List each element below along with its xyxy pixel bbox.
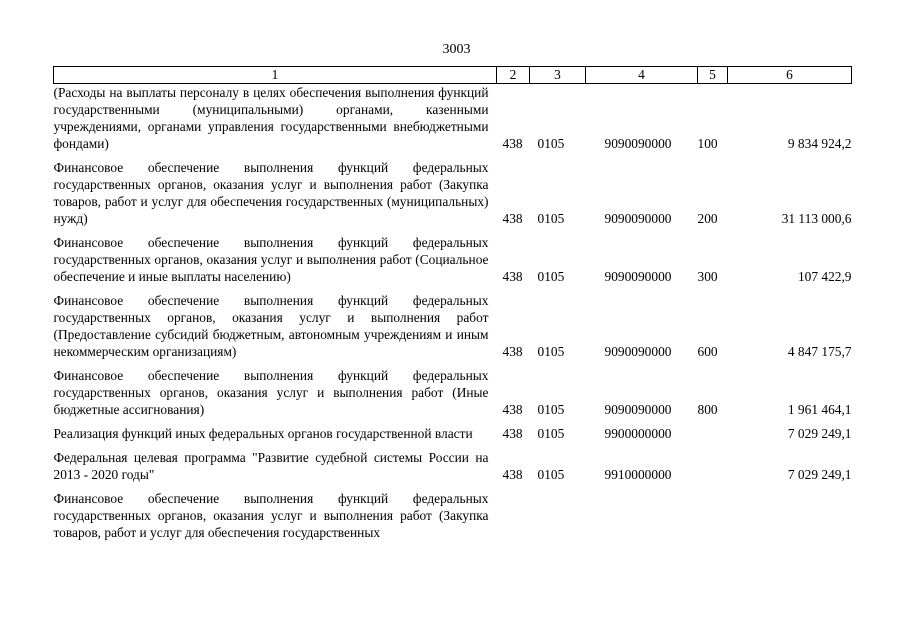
row-amount	[728, 490, 852, 541]
row-target-code: 9090090000	[604, 136, 672, 151]
row-gap-cell	[54, 152, 852, 159]
row-expense-type: 800	[697, 402, 718, 417]
row-section-code: 0105	[537, 211, 565, 226]
row-target-code: 9090090000	[604, 211, 672, 226]
row-ministry-code	[497, 490, 530, 541]
table-row	[54, 159, 852, 227]
row-amount: 107 422,9	[797, 269, 852, 284]
row-description: Финансовое обеспечение выполнения функций федеральных государственных органов, оказания услуг и выполнения работ (Предоставление субсидий бюджетным, автономным учреждениям и иным некоммерческим организациям)	[53, 293, 489, 359]
row-ministry-code: 438	[502, 211, 523, 226]
header-col-6: 6	[728, 67, 852, 84]
row-ministry-code: 438	[502, 402, 523, 417]
row-amount: 9 834 924,2	[787, 136, 852, 151]
row-gap	[54, 483, 852, 490]
table-body	[54, 84, 852, 542]
budget-table	[53, 66, 852, 541]
row-expense-type	[698, 425, 728, 442]
header-col-1: 1	[54, 67, 497, 84]
row-section-code: 0105	[537, 426, 565, 441]
row-section-code: 0105	[537, 402, 565, 417]
row-target-code	[586, 490, 698, 541]
row-gap-cell	[54, 227, 852, 234]
table-row	[54, 490, 852, 541]
row-gap	[54, 285, 852, 292]
row-description: Финансовое обеспечение выполнения функций федеральных государственных органов, оказания услуг и выполнения работ (Иные бюджетные ассигнования)	[53, 368, 489, 417]
row-ministry-code: 438	[502, 344, 523, 359]
page-number: 3003	[442, 42, 471, 57]
row-section-code: 0105	[537, 136, 565, 151]
row-gap-cell	[54, 483, 852, 490]
row-target-code: 9910000000	[604, 467, 672, 482]
row-description: Реализация функций иных федеральных органов государственной власти	[53, 426, 473, 441]
row-gap-cell	[54, 360, 852, 367]
row-amount: 7 029 249,1	[787, 426, 852, 441]
row-section-code: 0105	[537, 344, 565, 359]
row-ministry-code: 438	[502, 426, 523, 441]
table-header	[54, 67, 852, 84]
row-description: Финансовое обеспечение выполнения функций федеральных государственных органов, оказания услуг и выполнения работ (Закупка товаров, работ и услуг для обеспечения государственных	[53, 491, 489, 540]
row-description: (Расходы на выплаты персоналу в целях обеспечения выполнения функций государственными (муниципальными) органами, казенными учреждениями, органами управления государственными внебюджетными фондами)	[53, 85, 489, 151]
row-expense-type	[698, 449, 728, 483]
table-row	[54, 449, 852, 483]
row-expense-type	[698, 490, 728, 541]
table-row	[54, 425, 852, 442]
row-description: Финансовое обеспечение выполнения функций федеральных государственных органов, оказания услуг и выполнения работ (Социальное обеспечение и иные выплаты населению)	[53, 235, 489, 284]
row-amount: 4 847 175,7	[787, 344, 852, 359]
row-target-code: 9090090000	[604, 269, 672, 284]
row-target-code: 9090090000	[604, 344, 672, 359]
header-col-5: 5	[698, 67, 728, 84]
row-gap	[54, 442, 852, 449]
row-expense-type: 100	[697, 136, 718, 151]
row-description: Федеральная целевая программа "Развитие судебной системы России на 2013 - 2020 годы"	[53, 450, 489, 482]
row-ministry-code: 438	[502, 269, 523, 284]
table-row	[54, 292, 852, 360]
row-description: Финансовое обеспечение выполнения функций федеральных государственных органов, оказания услуг и выполнения работ (Закупка товаров, работ и услуг для обеспечения государственных (муниципальных) нужд)	[53, 160, 489, 226]
row-gap-cell	[54, 285, 852, 292]
row-target-code: 9900000000	[604, 426, 672, 441]
row-expense-type: 200	[697, 211, 718, 226]
row-section-code: 0105	[537, 467, 565, 482]
row-ministry-code: 438	[502, 467, 523, 482]
header-col-2: 2	[497, 67, 530, 84]
header-col-4: 4	[586, 67, 698, 84]
row-amount: 1 961 464,1	[787, 402, 852, 417]
row-expense-type: 600	[697, 344, 718, 359]
row-gap-cell	[54, 418, 852, 425]
row-amount: 31 113 000,6	[781, 211, 852, 226]
row-ministry-code: 438	[502, 136, 523, 151]
row-section-code: 0105	[537, 269, 565, 284]
table-row	[54, 234, 852, 285]
row-gap-cell	[54, 442, 852, 449]
row-gap	[54, 360, 852, 367]
table-row	[54, 84, 852, 153]
table-row	[54, 367, 852, 418]
row-section-code	[530, 490, 586, 541]
row-target-code: 9090090000	[604, 402, 672, 417]
row-amount: 7 029 249,1	[787, 467, 852, 482]
row-gap	[54, 227, 852, 234]
row-expense-type: 300	[697, 269, 718, 284]
row-gap	[54, 152, 852, 159]
header-col-3: 3	[530, 67, 586, 84]
row-gap	[54, 418, 852, 425]
